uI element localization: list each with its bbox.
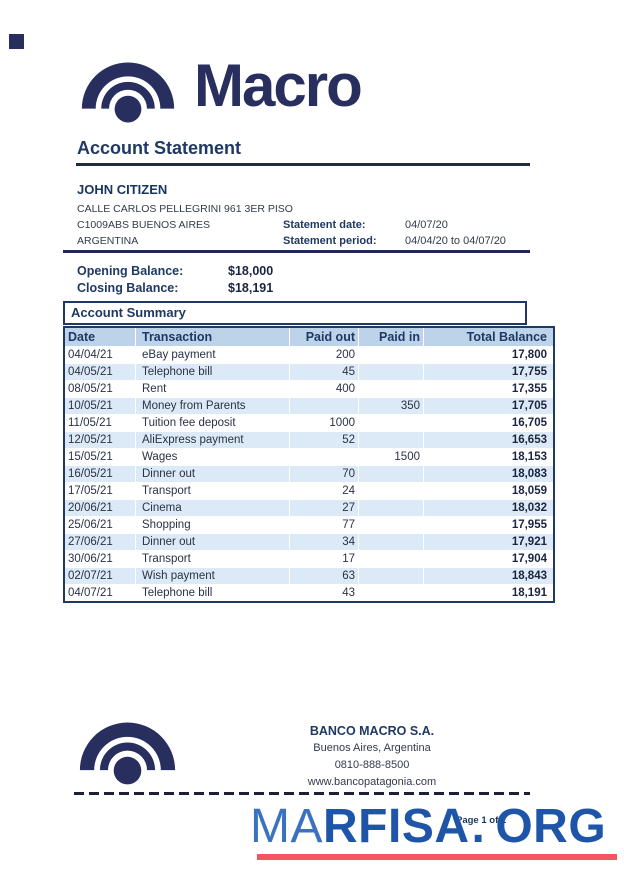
customer-address-line1: CALLE CARLOS PELLEGRINI 961 3ER PISO — [77, 203, 293, 215]
table-row — [64, 466, 554, 483]
cell-date: 04/05/21 — [68, 366, 113, 378]
cell-transaction: Dinner out — [136, 466, 290, 483]
cell-total-balance: 17,904 — [424, 551, 555, 568]
cell-total-balance: 18,191 — [424, 585, 555, 603]
footer-website: www.bancopatagonia.com — [307, 776, 437, 788]
table-row — [64, 398, 554, 415]
transactions-table — [63, 326, 555, 603]
table-row — [64, 568, 554, 585]
cell-transaction: Tuition fee deposit — [136, 415, 290, 432]
table-row — [64, 483, 554, 500]
cell-paid-in — [359, 432, 424, 449]
cell-paid-out: 52 — [290, 432, 359, 449]
cell-paid-in — [359, 466, 424, 483]
cell-transaction: Transport — [136, 483, 290, 500]
cell-paid-out: 34 — [290, 534, 359, 551]
watermark-underline — [257, 854, 617, 860]
table-header-row — [64, 327, 554, 347]
cell-date: 11/05/21 — [68, 417, 112, 429]
cell-paid-out — [290, 449, 359, 466]
cell-transaction: Transport — [136, 551, 290, 568]
column-header-transaction: Transaction — [136, 327, 290, 347]
cell-date: 17/05/21 — [68, 485, 113, 497]
table-row — [64, 364, 554, 381]
cell-total-balance: 18,032 — [424, 500, 555, 517]
statement-period-label: Statement period: — [283, 235, 377, 247]
statement-period-value: 04/04/20 to 04/07/20 — [405, 235, 506, 247]
footer-phone: 0810-888-8500 — [334, 759, 410, 771]
column-header-total-balance: Total Balance — [424, 327, 555, 347]
customer-address-line3: ARGENTINA — [77, 235, 139, 247]
cell-date: 12/05/21 — [68, 434, 113, 446]
cell-paid-out: 70 — [290, 466, 359, 483]
cell-transaction: eBay payment — [136, 347, 290, 364]
customer-address-line2: C1009ABS BUENOS AIRES — [77, 219, 211, 231]
cell-paid-in: 350 — [359, 398, 424, 415]
cell-transaction: Wages — [136, 449, 290, 466]
cell-total-balance: 18,083 — [424, 466, 555, 483]
cell-paid-in — [359, 534, 424, 551]
cell-paid-out: 400 — [290, 381, 359, 398]
statement-date-label: Statement date: — [283, 219, 366, 231]
cell-date: 02/07/21 — [68, 570, 113, 582]
opening-balance-value: $18,000 — [228, 264, 274, 278]
cell-total-balance: 16,653 — [424, 432, 555, 449]
column-header-paid-in: Paid in — [359, 327, 424, 347]
cell-total-balance: 16,705 — [424, 415, 555, 432]
cell-transaction: Dinner out — [136, 534, 290, 551]
cell-paid-out: 27 — [290, 500, 359, 517]
statement-date-value: 04/07/20 — [405, 219, 448, 231]
closing-balance-label: Closing Balance: — [77, 281, 179, 295]
cell-paid-in — [359, 364, 424, 381]
table-row — [64, 517, 554, 534]
cell-paid-in — [359, 585, 424, 603]
cell-date: 27/06/21 — [68, 536, 113, 548]
cell-transaction: Telephone bill — [136, 585, 290, 603]
cell-transaction: Rent — [136, 381, 290, 398]
brand-name: Macro — [194, 52, 361, 119]
cell-paid-in — [359, 347, 424, 364]
page-number-label: Page 1 of 1 — [456, 815, 507, 826]
cell-total-balance: 18,153 — [424, 449, 555, 466]
column-header-paid-out: Paid out — [290, 327, 359, 347]
cell-paid-in — [359, 415, 424, 432]
table-row — [64, 500, 554, 517]
cell-paid-out: 200 — [290, 347, 359, 364]
opening-balance-label: Opening Balance: — [77, 264, 184, 278]
cell-total-balance: 17,355 — [424, 381, 555, 398]
account-summary-header — [63, 301, 527, 325]
cell-paid-out: 77 — [290, 517, 359, 534]
table-row — [64, 415, 554, 432]
cell-paid-in — [359, 568, 424, 585]
cell-paid-in: 1500 — [359, 449, 424, 466]
cell-paid-out: 45 — [290, 364, 359, 381]
table-row — [64, 534, 554, 551]
cell-total-balance: 17,955 — [424, 517, 555, 534]
macro-logo-icon-footer — [78, 720, 177, 786]
cell-paid-out: 63 — [290, 568, 359, 585]
cell-total-balance: 17,705 — [424, 398, 555, 415]
table-row — [64, 347, 554, 364]
account-summary-title: Account Summary — [71, 305, 186, 320]
cell-transaction: Wish payment — [136, 568, 290, 585]
cell-date: 04/07/21 — [68, 587, 113, 599]
cell-date: 04/04/21 — [68, 349, 113, 361]
cell-transaction: Telephone bill — [136, 364, 290, 381]
customer-name: JOHN CITIZEN — [77, 182, 168, 197]
cell-date: 20/06/21 — [68, 502, 113, 514]
closing-balance-value: $18,191 — [228, 281, 274, 295]
summary-table-body — [64, 347, 554, 603]
footer-location: Buenos Aires, Argentina — [313, 742, 431, 754]
footer-bank-name: BANCO MACRO S.A. — [309, 724, 435, 738]
watermark-part-light: MA — [250, 800, 323, 853]
title-rule — [76, 163, 530, 166]
cell-paid-out: 1000 — [290, 415, 359, 432]
cell-paid-out: 17 — [290, 551, 359, 568]
column-header-date: Date — [64, 327, 136, 347]
corner-mark — [9, 34, 24, 49]
customer-section-rule — [63, 250, 530, 253]
page-title: Account Statement — [77, 138, 242, 158]
cell-total-balance: 18,843 — [424, 568, 555, 585]
cell-date: 16/05/21 — [68, 468, 113, 480]
watermark-dot: . — [471, 800, 486, 853]
table-row — [64, 449, 554, 466]
cell-total-balance: 17,800 — [424, 347, 555, 364]
table-row — [64, 432, 554, 449]
cell-transaction: Money from Parents — [136, 398, 290, 415]
table-row — [64, 585, 554, 603]
watermark-part-bold: RFISA — [323, 800, 470, 853]
cell-date: 10/05/21 — [68, 400, 113, 412]
cell-transaction: Shopping — [136, 517, 290, 534]
cell-paid-in — [359, 517, 424, 534]
macro-logo-icon — [80, 60, 176, 124]
cell-paid-out: 43 — [290, 585, 359, 603]
cell-date: 25/06/21 — [68, 519, 113, 531]
watermark-tld: ORG — [495, 800, 607, 853]
cell-paid-in — [359, 381, 424, 398]
footer-dashed-rule — [74, 792, 530, 795]
cell-date: 08/05/21 — [68, 383, 113, 395]
cell-paid-out: 24 — [290, 483, 359, 500]
table-row — [64, 551, 554, 568]
cell-paid-in — [359, 500, 424, 517]
marfisa-watermark — [250, 800, 607, 853]
footer-contact-block — [250, 724, 494, 793]
table-row — [64, 381, 554, 398]
cell-total-balance: 18,059 — [424, 483, 555, 500]
cell-total-balance: 17,755 — [424, 364, 555, 381]
cell-date: 15/05/21 — [68, 451, 113, 463]
cell-paid-in — [359, 551, 424, 568]
cell-paid-in — [359, 483, 424, 500]
cell-date: 30/06/21 — [68, 553, 113, 565]
cell-transaction: Cinema — [136, 500, 290, 517]
cell-transaction: AliExpress payment — [136, 432, 290, 449]
cell-total-balance: 17,921 — [424, 534, 555, 551]
cell-paid-out — [290, 398, 359, 415]
